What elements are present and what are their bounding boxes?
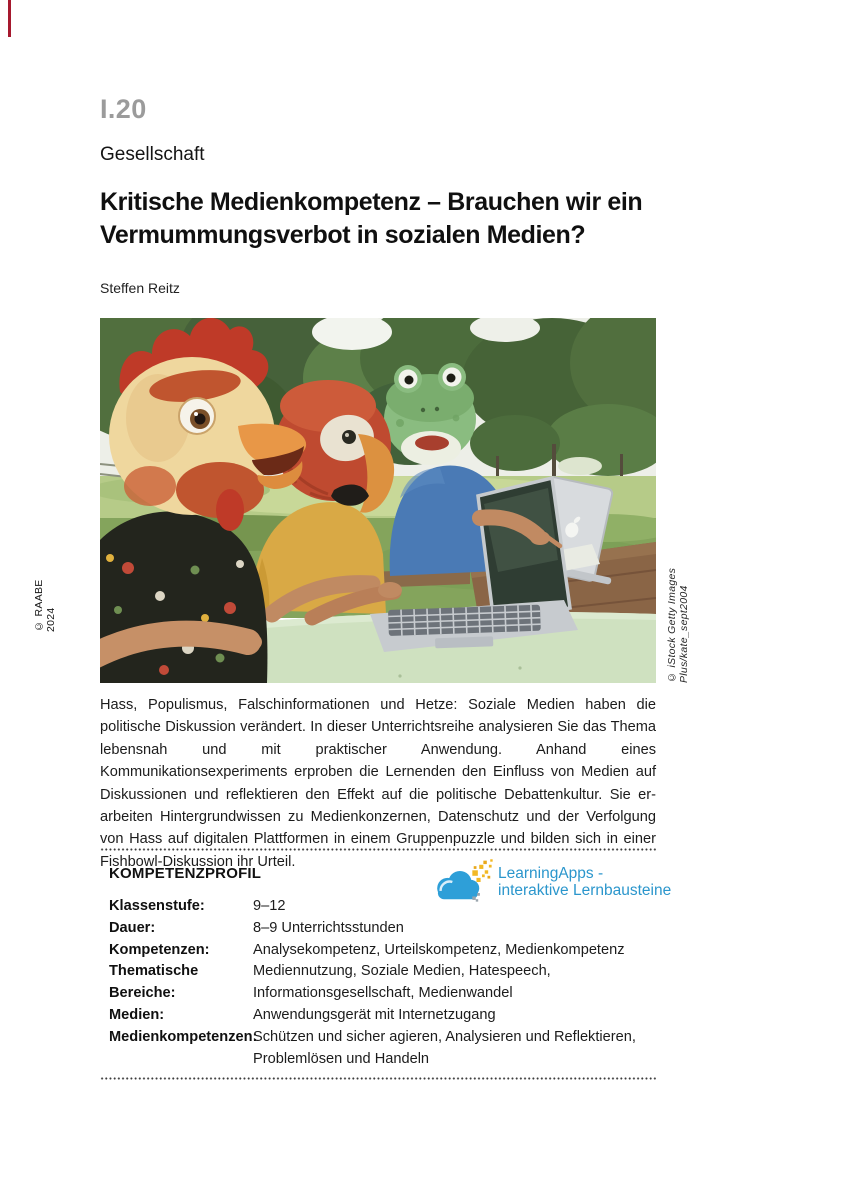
logo-text-line1: LearningApps - [498,865,604,882]
row-label-dauer: Dauer: [109,919,156,936]
competence-profile-table [109,896,656,1070]
photo-credit: © iStock Getty Images Plus/kate_sept2004 [666,567,690,683]
article-photo [100,318,656,683]
row-value-thematische-bereiche: Mediennutzung, Soziale Medien, Hatespeech, Informationsgesellschaft, Medienwandel [253,963,551,1002]
page-edge-color-mark [8,0,11,37]
row-value-medienkompetenzen: Schützen und sicher agieren, Analysieren und Reflektieren, Problemlösen und Handeln [253,1028,636,1067]
intro-paragraph: Hass, Populismus, Falschinformationen und Hetze: Soziale Medien haben die politische Diskussion verändert. In dieser Unterrichtsreihe analysieren Sie das Thema lebensnah und mit praktischer Anwendung. Anhand eines Kommunikationsexperiments erproben die Lernenden den Einfluss von Medien auf Diskussionen und reflektieren den Effekt auf die politische Debattenkultur. Sie erarbeiten Hintergrundwissen zu Medienkonzernen, Datenschutz und der Verfolgung von Hass auf digitalen Plattformen in einem Gruppenpuzzle und bilden sich in einer Fishbowl-Diskussion ihr Urteil. [100,697,656,870]
page-title [100,186,642,252]
copyright-sidebar: © RAABE 2024 [33,579,57,632]
author-name: Steffen Reitz [100,280,180,296]
row-value-kompetenzen: Analysekompetenz, Urteilskompetenz, Medienkompetenz [253,941,625,958]
row-label-thematische-bereiche: Thematische Bereiche: [109,963,199,1002]
row-value-klassenstufe: 9–12 [253,898,286,914]
hand [378,582,402,598]
row-label-kompetenzen: Kompetenzen: [109,941,210,958]
park-scene-illustration [100,318,656,683]
row-label-medienkompetenzen: Medienkompetenzen: [109,1028,258,1045]
section-code: I.20 [100,94,147,124]
frog-mouth [415,436,449,451]
row-value-dauer: 8–9 Unterrichtsstunden [253,919,404,936]
learningapps-logo-text [498,865,671,899]
page-title-line1: Kritische Medienkompetenz – Brauchen wir ein [100,188,643,216]
row-label-klassenstufe: Klassenstufe: [109,898,205,914]
competence-profile-heading: KOMPETENZPROFIL [109,865,262,882]
chicken-wattle [216,489,244,531]
parrot-eye [342,430,356,444]
dotted-divider-top [100,848,656,851]
chicken-eye [179,398,215,434]
pixel-squares [472,859,492,882]
category-label: Gesellschaft [100,144,205,165]
chicken-hand [234,632,262,652]
logo-text-line2: interaktive Lernbausteine [498,882,672,899]
dotted-divider-bottom [100,1077,656,1080]
row-label-medien: Medien: [109,1006,165,1023]
row-value-medien: Anwendungsgerät mit Internetzugang [253,1006,496,1023]
page-title-line2: Vermummungsverbot in sozialen Medien? [100,221,586,249]
